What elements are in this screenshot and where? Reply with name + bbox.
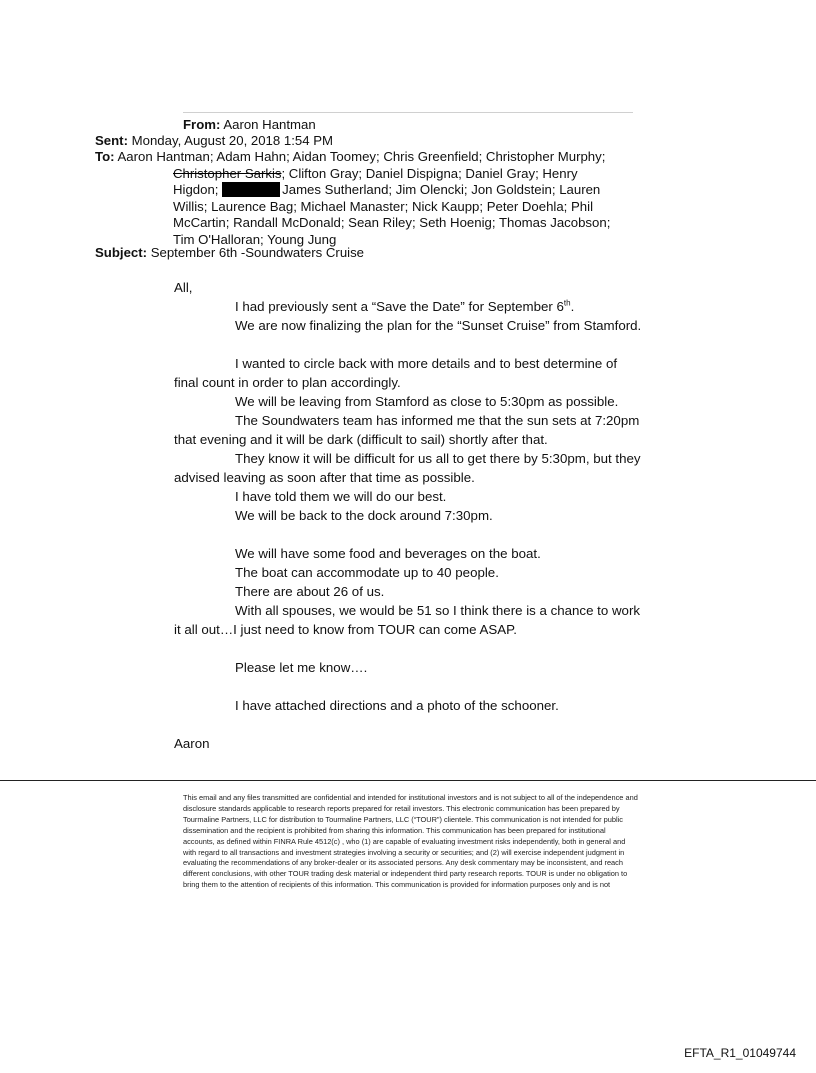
to-label: To: bbox=[95, 149, 115, 164]
p1-end: . bbox=[570, 299, 575, 314]
body-paragraph: I wanted to circle back with more details and to best determine of final count in order to plan accordingly. bbox=[174, 356, 618, 390]
spacer bbox=[174, 677, 644, 696]
header-divider bbox=[183, 112, 633, 113]
to-line-1-text: Aaron Hantman; Adam Hahn; Aidan Toomey; Chris Greenfield; Christopher Murphy; bbox=[117, 149, 606, 164]
body-paragraph: We will be back to the dock around 7:30pm. bbox=[235, 508, 493, 523]
body-paragraph: We will have some food and beverages on the boat. bbox=[235, 546, 541, 561]
to-line-2-text: ; Clifton Gray; Daniel Dispigna; Daniel Gray; Henry bbox=[281, 165, 578, 181]
spacer bbox=[174, 335, 644, 354]
to-line-3-a: Higdon; bbox=[173, 182, 219, 197]
to-line-3 bbox=[95, 182, 635, 199]
to-recipients bbox=[95, 149, 635, 248]
to-line-2 bbox=[95, 166, 635, 183]
footer-separator bbox=[0, 780, 816, 781]
to-line-4: Willis; Laurence Bag; Michael Manaster; Nick Kaupp; Peter Doehla; Phil bbox=[173, 198, 593, 214]
email-body bbox=[174, 278, 644, 753]
from-label: From: bbox=[183, 117, 221, 132]
body-paragraph: We are now finalizing the plan for the “Sunset Cruise” from Stamford. bbox=[235, 318, 642, 333]
body-paragraph bbox=[174, 297, 644, 316]
sent-line bbox=[95, 133, 333, 150]
body-paragraph: Please let me know…. bbox=[235, 660, 368, 675]
subject-line bbox=[95, 245, 364, 262]
from-value: Aaron Hantman bbox=[223, 117, 316, 132]
body-paragraph: They know it will be difficult for us all to get there by 5:30pm, but they advised leaving as soon after that time as possible. bbox=[174, 451, 641, 485]
body-paragraph: With all spouses, we would be 51 so I think there is a chance to work it all out…I just need to know from TOUR can come ASAP. bbox=[174, 603, 641, 637]
sent-value: Monday, August 20, 2018 1:54 PM bbox=[131, 133, 334, 148]
disclaimer-text: This email and any files transmitted are confidential and intended for institutional investors and is not subject to all of the independence and disclosure standards applicable to research reports prepared for retail investors. This electronic communication has been prepared by Tourmaline Partners, LLC for distribution to Tourmaline Partners, LLC (“TOUR”) clientele. This communication is not intended for public dissemination and the recipient is prohibited from sharing this information. This communication has been prepared for institutional accounts, as defined within FINRA Rule 4512(c) , who (1) are capable of evaluating investment risks independently, both in general and with regard to all transactions and investment strategies involving a security or securities; and (2) will exercise independent judgment in evaluating the recommendations of any broker-dealer or its associated persons. Any desk commentary may be inconsistent, and reach different conclusions, with other TOUR trading desk material or independent third party research reports. TOUR is under no obligation to bring them to the attention of recipients of this information. This communication is provided for information purposes only and is not bbox=[183, 793, 638, 890]
body-paragraph: I have told them we will do our best. bbox=[235, 489, 447, 504]
body-paragraph: I have attached directions and a photo of the schooner. bbox=[235, 698, 559, 713]
signature: Aaron bbox=[174, 736, 210, 751]
spacer bbox=[174, 525, 644, 544]
to-line-5: McCartin; Randall McDonald; Sean Riley; Seth Hoenig; Thomas Jacobson; bbox=[173, 215, 611, 230]
to-line-3-b: James Sutherland; Jim Olencki; Jon Goldstein; Lauren bbox=[282, 182, 601, 197]
redaction-box bbox=[222, 182, 280, 197]
document-id: EFTA_R1_01049744 bbox=[684, 1046, 796, 1060]
spacer bbox=[174, 639, 644, 658]
spacer bbox=[174, 715, 644, 734]
subject-value: September 6th -Soundwaters Cruise bbox=[150, 245, 365, 260]
sent-label: Sent: bbox=[95, 133, 128, 148]
to-line-6: Tim O'Halloran; Young Jung bbox=[173, 231, 337, 247]
to-line-1 bbox=[95, 149, 635, 166]
body-paragraph: The boat can accommodate up to 40 people. bbox=[235, 565, 499, 580]
body-paragraph: The Soundwaters team has informed me that the sun sets at 7:20pm that evening and it will be dark (difficult to sail) shortly after that. bbox=[174, 413, 640, 447]
greeting: All, bbox=[174, 280, 193, 295]
to-line-2-struck: Christopher Sarkis bbox=[173, 165, 282, 181]
subject-label: Subject: bbox=[95, 245, 148, 260]
body-paragraph: There are about 26 of us. bbox=[235, 584, 385, 599]
from-line bbox=[183, 117, 316, 134]
body-paragraph: We will be leaving from Stamford as close to 5:30pm as possible. bbox=[235, 394, 619, 409]
p1-superscript: th bbox=[563, 298, 571, 308]
p1-text: I had previously sent a “Save the Date” for September 6 bbox=[235, 299, 564, 314]
